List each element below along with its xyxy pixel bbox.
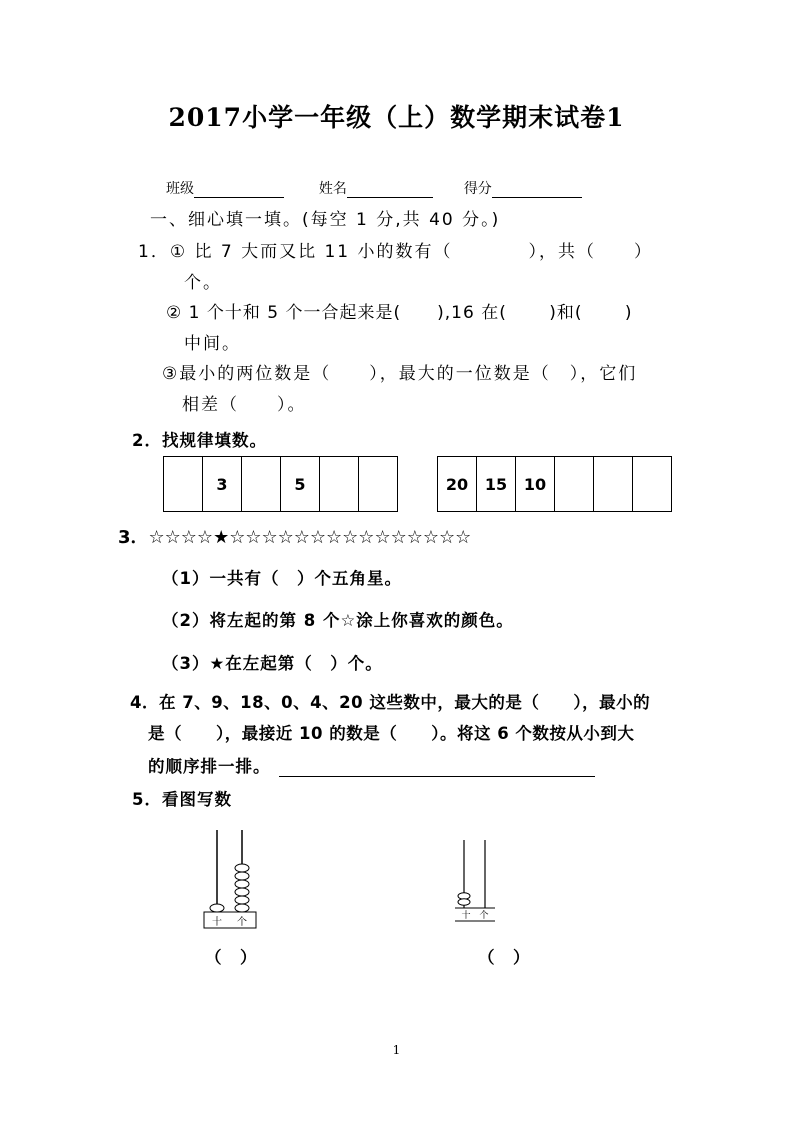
- page-title: 2017小学一年级（上）数学期末试卷1: [168, 103, 625, 132]
- info-row: [166, 178, 582, 198]
- abacus-bead: [458, 899, 470, 905]
- seq1-cell[interactable]: [242, 457, 281, 512]
- seq2-cell: 15: [477, 457, 516, 512]
- seq1-cell[interactable]: [320, 457, 359, 512]
- q4-line2: 是（ ），最接近 10 的数是（ ）。将这 6 个数按从小到大: [148, 724, 635, 743]
- score-blank[interactable]: [492, 182, 582, 198]
- abacus-bead: [235, 896, 249, 904]
- q1-part2-line1: ② 1 个十和 5 个一合起来是( ),16 在( )和( ): [166, 303, 633, 323]
- q4-answer-line[interactable]: [279, 758, 595, 777]
- abacus-2: [450, 836, 500, 926]
- q1-part1-line1: 1．① 比 7 大而又比 11 小的数有（ ），共（ ）: [138, 242, 654, 262]
- seq1-cell: 3: [203, 457, 242, 512]
- abacus-2-ones-label: 个: [479, 911, 489, 921]
- q3-stars-row: 3．☆☆☆☆★☆☆☆☆☆☆☆☆☆☆☆☆☆☆☆: [118, 527, 472, 548]
- abacus-1: [198, 826, 268, 931]
- abacus-bead: [235, 864, 249, 872]
- class-label: 班级: [166, 181, 194, 197]
- abacus-bead: [458, 893, 470, 899]
- page-number: 1: [392, 1043, 401, 1057]
- name-blank[interactable]: [347, 182, 433, 198]
- q1-part2-line2: 中间。: [184, 334, 241, 354]
- abacus-bead: [235, 880, 249, 888]
- q3-sub2: （2）将左起的第 8 个☆涂上你喜欢的颜色。: [162, 611, 514, 630]
- abacus-1-ones-label: 个: [237, 917, 247, 928]
- seq1-cell: 5: [281, 457, 320, 512]
- abacus-1-answer[interactable]: （ ）: [205, 948, 258, 967]
- q4-line3-text: 的顺序排一排。: [148, 757, 271, 776]
- abacus-bead: [235, 888, 249, 896]
- q4-line1: 4．在 7、9、18、0、4、20 这些数中，最大的是（ ），最小的: [130, 693, 651, 712]
- abacus-1-tens-label: 十: [212, 917, 222, 928]
- name-label: 姓名: [318, 181, 347, 197]
- abacus-bead: [210, 904, 224, 912]
- seq2-cell: 10: [516, 457, 555, 512]
- q1-part1-line2: 个。: [184, 273, 222, 293]
- q3-sub3: （3）★在左起第（ ）个。: [162, 654, 383, 673]
- seq2-cell[interactable]: [555, 457, 594, 512]
- q5-title: 5．看图写数: [132, 790, 232, 809]
- seq2-cell: 20: [438, 457, 477, 512]
- seq1-cell[interactable]: [164, 457, 203, 512]
- seq2-cell[interactable]: [633, 457, 672, 512]
- abacus-2-tens-label: 十: [461, 911, 471, 921]
- q1-part3-line2: 相差（ ）。: [182, 395, 307, 415]
- section1-heading: 一、细心填一填。(每空 1 分,共 40 分。): [150, 210, 501, 230]
- score-label: 得分: [463, 181, 492, 197]
- sequence-table-1: [163, 456, 398, 512]
- q1-part3-line1: ③最小的两位数是（ ），最大的一位数是（ ），它们: [162, 364, 638, 384]
- sequence-table-2: [437, 456, 672, 512]
- seq1-cell[interactable]: [359, 457, 398, 512]
- q4-line3: [148, 753, 595, 777]
- class-blank[interactable]: [194, 182, 284, 198]
- abacus-bead: [235, 872, 249, 880]
- abacus-bead: [235, 904, 249, 912]
- q2-title: 2．找规律填数。: [132, 431, 267, 450]
- seq2-cell[interactable]: [594, 457, 633, 512]
- q3-sub1: （1）一共有（ ）个五角星。: [162, 569, 402, 588]
- abacus-2-answer[interactable]: （ ）: [478, 948, 531, 967]
